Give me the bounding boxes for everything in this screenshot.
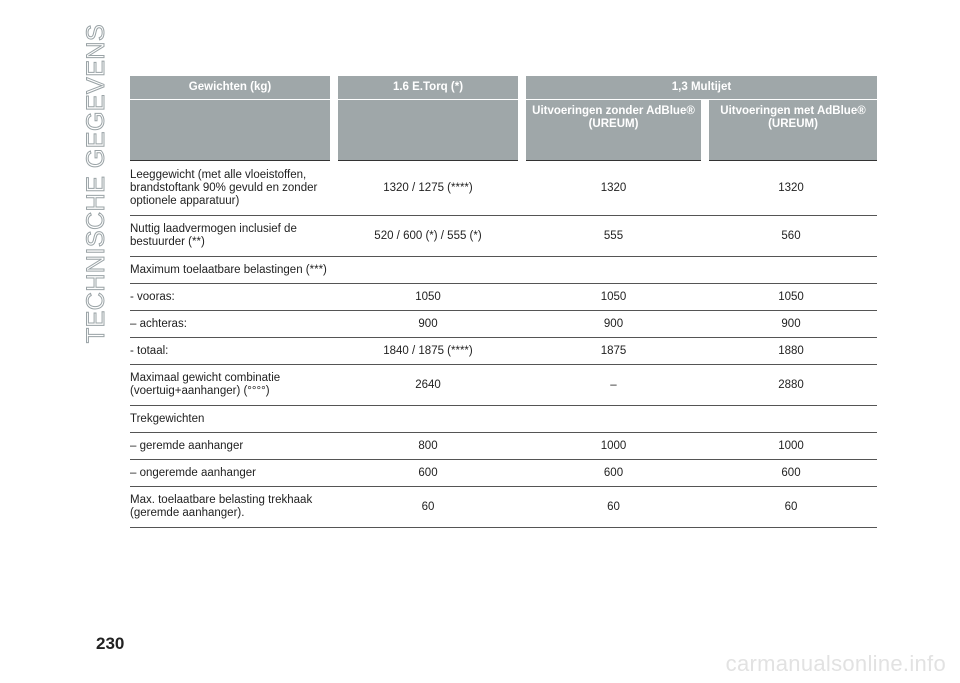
row-label: Maximum toelaatbare belastingen (***): [130, 257, 334, 284]
row-label: Nuttig laadvermogen inclusief de bestuurder (**): [130, 216, 334, 257]
table-subheader-row: [130, 100, 877, 161]
cell-without-adblue: 1050: [522, 284, 705, 311]
table-row: [130, 365, 877, 406]
cell-with-adblue: 600: [705, 460, 877, 487]
table-row: [130, 216, 877, 257]
cell-without-adblue: [522, 406, 705, 433]
page-number: 230: [96, 634, 125, 653]
table-row: [130, 257, 877, 284]
table-row: [130, 338, 877, 365]
subheader-with-adblue: Uitvoeringen met AdBlue® (UREUM): [705, 100, 877, 161]
table-row: [130, 460, 877, 487]
row-label: – geremde aanhanger: [130, 433, 334, 460]
subheader-empty-1: [334, 100, 522, 161]
cell-with-adblue: 1000: [705, 433, 877, 460]
row-label: Max. toelaatbare belasting trekhaak (geremde aanhanger).: [130, 487, 334, 528]
cell-without-adblue: 1000: [522, 433, 705, 460]
cell-etorq: 1050: [334, 284, 522, 311]
cell-without-adblue: 555: [522, 216, 705, 257]
cell-etorq: 1320 / 1275 (****): [334, 161, 522, 216]
cell-etorq: 60: [334, 487, 522, 528]
table-row: [130, 284, 877, 311]
cell-with-adblue: 60: [705, 487, 877, 528]
subheader-without-adblue: Uitvoeringen zonder AdBlue® (UREUM): [522, 100, 705, 161]
cell-etorq: 600: [334, 460, 522, 487]
cell-with-adblue: 900: [705, 311, 877, 338]
cell-etorq: [334, 257, 522, 284]
row-label: Trekgewichten: [130, 406, 334, 433]
cell-without-adblue: 1320: [522, 161, 705, 216]
cell-etorq: 800: [334, 433, 522, 460]
table-row: [130, 406, 877, 433]
cell-with-adblue: 560: [705, 216, 877, 257]
table-row: [130, 433, 877, 460]
subheader-empty-0: [130, 100, 334, 161]
cell-without-adblue: –: [522, 365, 705, 406]
cell-with-adblue: [705, 257, 877, 284]
row-label: Leeggewicht (met alle vloeistoffen, brandstoftank 90% gevuld en zonder optionele apparatuur): [130, 161, 334, 216]
cell-without-adblue: 900: [522, 311, 705, 338]
watermark: carmanualsonline.info: [725, 651, 946, 676]
header-engine-multijet: 1,3 Multijet: [522, 76, 877, 100]
table-row: [130, 161, 877, 216]
cell-without-adblue: 60: [522, 487, 705, 528]
header-engine-etorq: 1.6 E.Torq (*): [334, 76, 522, 100]
table-row: [130, 311, 877, 338]
header-weights: Gewichten (kg): [130, 76, 334, 100]
cell-etorq: [334, 406, 522, 433]
row-label: - vooras:: [130, 284, 334, 311]
cell-without-adblue: [522, 257, 705, 284]
cell-etorq: 900: [334, 311, 522, 338]
cell-with-adblue: [705, 406, 877, 433]
row-label: Maximaal gewicht combinatie (voertuig+aanhanger) (°°°°): [130, 365, 334, 406]
row-label: - totaal:: [130, 338, 334, 365]
cell-with-adblue: 1050: [705, 284, 877, 311]
chapter-title-text: TECHNISCHE GEGEVENS: [82, 23, 111, 343]
row-label: – achteras:: [130, 311, 334, 338]
cell-etorq: 1840 / 1875 (****): [334, 338, 522, 365]
cell-with-adblue: 2880: [705, 365, 877, 406]
weights-table: [130, 76, 877, 528]
cell-etorq: 520 / 600 (*) / 555 (*): [334, 216, 522, 257]
table-row: [130, 487, 877, 528]
cell-without-adblue: 1875: [522, 338, 705, 365]
cell-etorq: 2640: [334, 365, 522, 406]
cell-with-adblue: 1880: [705, 338, 877, 365]
cell-without-adblue: 600: [522, 460, 705, 487]
cell-with-adblue: 1320: [705, 161, 877, 216]
table-header-row: [130, 76, 877, 100]
chapter-side-title: [82, 23, 112, 343]
row-label: – ongeremde aanhanger: [130, 460, 334, 487]
